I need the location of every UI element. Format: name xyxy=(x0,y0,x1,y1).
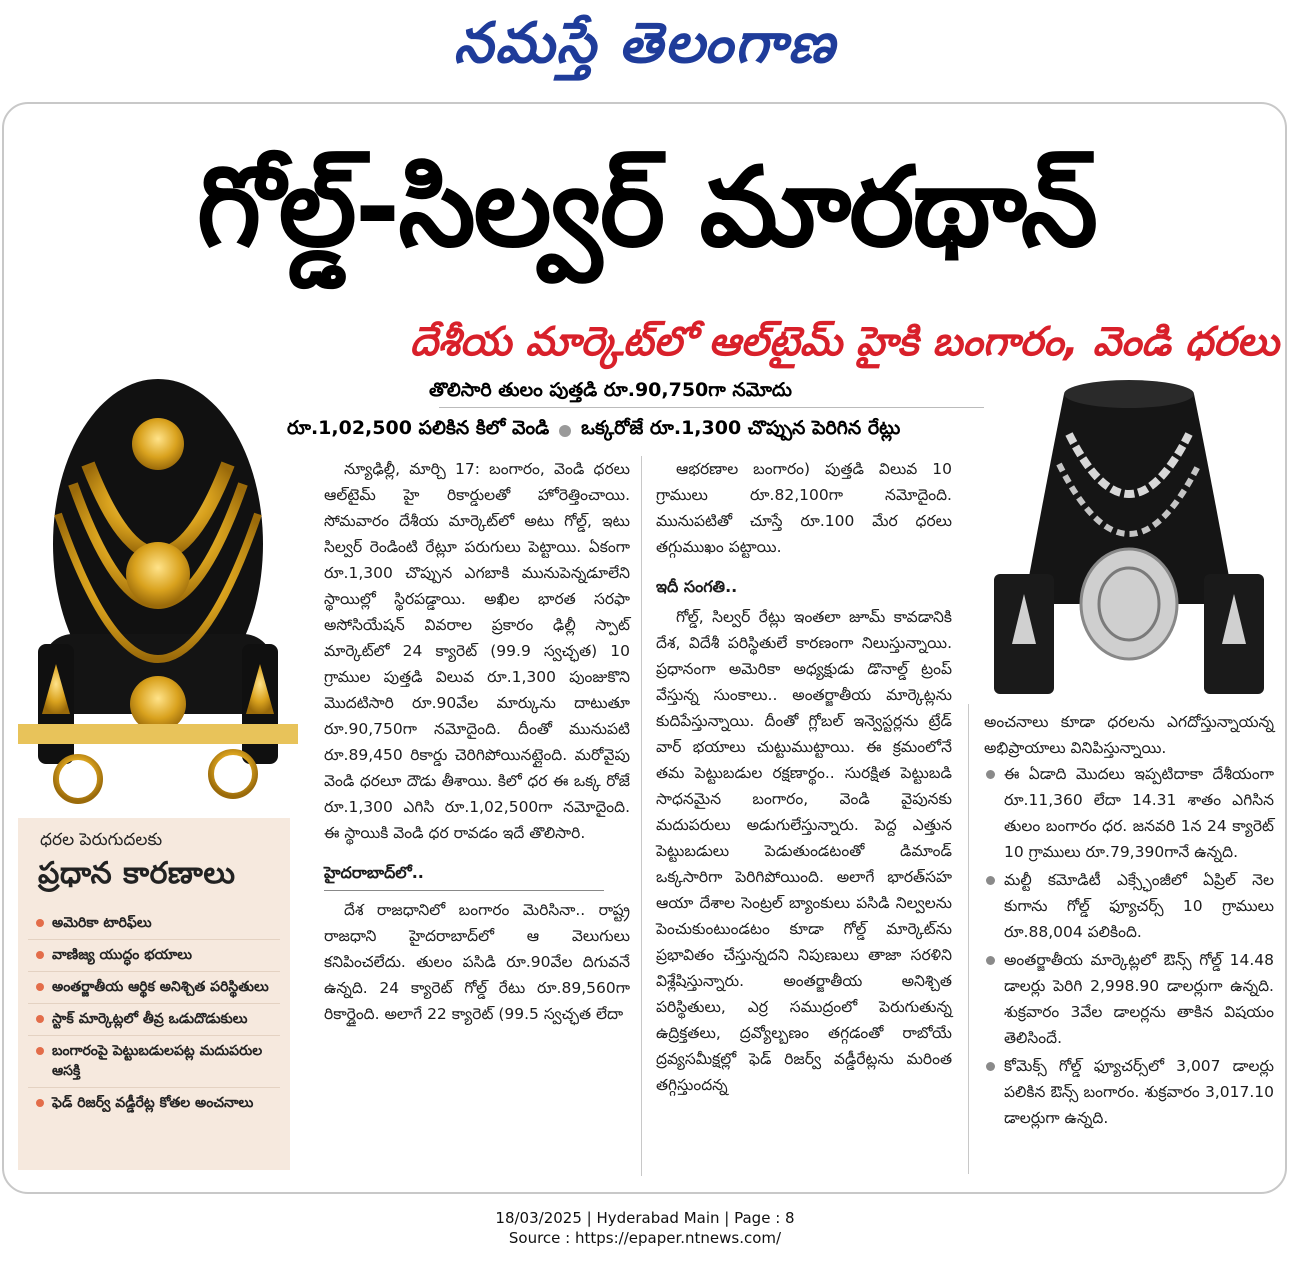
deck-bullet-icon xyxy=(559,425,571,437)
bullet-icon xyxy=(36,1099,44,1107)
subtitle-divider xyxy=(324,890,604,891)
list-item: వాణిజ్య యుద్ధం భయాలు xyxy=(28,939,280,971)
headline-text: గోల్డ్-సిల్వర్ మారథాన్ xyxy=(196,143,1097,271)
body-paragraph: గోల్డ్, సిల్వర్ రేట్లు ఇంతలా జూమ్ కావడానికి దేశ, విదేశీ పరిస్థితులే కారణంగా నిలుస్తున్నాయి. ప్రధానంగా అమెరికా అధ్యక్షుడు డొనాల్డ్ ట్రంప్ వేస్తున్న సుంకాలు.. అంతర్జాతీయ మార్కెట్లను కుదిపేస్తున్నాయి. దీంతో గ్లోబల్ ఇన్వెస్టర్లను ట్రేడ్ వార్ భయాలు చుట్టుముట్టాయి. ఈ క్రమంలోనే తమ పెట్టుబడుల రక్షణార్థం.. సురక్షిత పెట్టుబడి సాధనమైన బంగారం, వెండి వైపునకు మదుపరులు అడుగులేస్తున్నారు. పెద్ద ఎత్తున పెట్టుబడులు పెడుతుండటంతో డిమాండ్ ఒక్కసారిగా పెరిగిపోయింది. అలాగే భారత్‌సహ ఆయా దేశాల సెంట్రల్ బ్యాంకులు పసిడి నిల్వలను పెంచుకుంటుండటం కూడా గోల్డ్ మార్కెట్‌ను ప్రభావితం చేస్తున్నదని నిపుణులు తాజా సరళిని విశ్లేషిస్తున్నారు. అంతర్జాతీయ అనిశ్చిత పరిస్థితులు, ఎర్ర సముద్రంలో పెరుగుతున్న ఉద్రిక్తతలు, ద్రవ్యోల్బణం తగ్గడంతో రాబోయే ద్రవ్యసమీక్షల్లో ఫెడ్ రిజర్వ్ వడ్డీరేట్లను మరింత తగ్గిస్తుందన్న xyxy=(656,608,952,1094)
silver-jewellery-photo xyxy=(984,374,1274,696)
subheadline: దేశీయ మార్కెట్‌లో ఆల్‌టైమ్ హైకి బంగారం, వెండి ధరలు xyxy=(409,319,1279,365)
list-item: కోమెక్స్ గోల్డ్ ఫ్యూచర్స్‌లో 3,007 డాలర్లు పలికిన ఔన్స్ బంగారం. శుక్రవారం 3,017.10 డాలర్లుగా ఉన్నది. xyxy=(984,1053,1274,1131)
kicker-divider xyxy=(439,407,1039,408)
reasons-title: ప్రధాన కారణాలు xyxy=(38,856,236,891)
article-column-1 xyxy=(324,456,630,1027)
bullet-icon xyxy=(36,951,44,959)
gold-jewellery-photo xyxy=(18,344,298,814)
bullet-icon xyxy=(36,983,44,991)
headline xyxy=(4,112,1287,302)
list-item: ఈ ఏడాది మొదలు ఇప్పటిదాకా దేశీయంగా రూ.11,360 లేదా 14.31 శాతం ఎగిసిన తులం బంగారం ధర. జనవరి 1న 24 క్యారెట్ 10 గ్రాములు రూ.79,390గానే ఉన్నది. xyxy=(984,761,1274,865)
list-item: మల్టీ కమోడిటీ ఎక్స్ఛేంజీలో ఏప్రిల్ నెల కుగాను గోల్డ్ ఫ్యూచర్స్ 10 గ్రాములు రూ.88,004 పలికింది. xyxy=(984,867,1274,945)
reasons-sidebar xyxy=(18,818,290,1170)
bullet-icon xyxy=(986,770,995,779)
footer-source-line: Source : https://epaper.ntnews.com/ xyxy=(508,1229,782,1247)
article-column-3 xyxy=(984,709,1274,1133)
bullet-icon xyxy=(986,1062,995,1071)
list-item: ఫెడ్ రిజర్వ్ వడ్డీరేట్ల కోతల అంచనాలు xyxy=(28,1087,280,1119)
list-item: బంగారంపై పెట్టుబడులపట్ల మదుపరుల ఆసక్తి xyxy=(28,1035,280,1087)
deck-right: ఒక్కరోజే రూ.1,300 చొప్పున పెరిగిన రేట్లు xyxy=(581,417,901,439)
body-paragraph: న్యూఢిల్లీ, మార్చి 17: బంగారం, వెండి ధరలు ఆల్‌టైమ్ హై రికార్డులతో హోరెత్తించాయి. సోమవారం దేశీయ మార్కెట్‌లో అటు గోల్డ్, ఇటు సిల్వర్ రెండింటి రేట్లూ పరుగులు పెట్టాయి. ఏకంగా రూ.1,300 చొప్పున ఎగబాకి మునుపెన్నడూలేని స్థాయిల్లో స్థిరపడ్డాయి. అఖిల భారత సరఫా అసోసియేషన్ వివరాల ప్రకారం ఢిల్లీ స్పాట్ మార్కెట్‌లో 24 క్యారెట్ (99.9 స్వచ్ఛత) 10 గ్రాముల పుత్తడి విలువ రూ.1,300 పుంజుకొని మొదటిసారి రూ.90వేల మార్కును దాటుతూ రూ.90,750గా నమోదైంది. దీంతో మునుపటి రూ.89,450 రికార్డు చెరిగిపోయినట్లైంది. మరోవైపు వెండి ధరలూ దౌడు తీశాయి. కిలో ధర ఈ ఒక్క రోజే రూ.1,300 ఎగిసి రూ.1,02,500గా నమోదైంది. ఈ స్థాయికి వెండి ధర రావడం ఇదే తొలిసారి. xyxy=(324,460,630,842)
bullet-icon xyxy=(36,1015,44,1023)
body-paragraph: దేశ రాజధానిలో బంగారం మెరిసినా.. రాష్ట్ర రాజధాని హైదరాబాద్‌లో ఆ వెలుగులు కనిపించలేదు. తులం పసిడి రూ.90వేల దిగువనే ఉన్నది. 24 క్యారెట్ గోల్డ్ రేటు రూ.89,560గా రికార్డైంది. అలాగే 22 క్యారెట్ (99.5 స్వచ్ఛత లేదా xyxy=(324,901,630,1023)
reasons-kicker: ధరల పెరుగుదలకు xyxy=(40,830,163,850)
body-paragraph: అంచనాలు కూడా ధరలను ఎగదోస్తున్నాయన్న అభిప్రాయాలు వినిపిస్తున్నాయి. xyxy=(984,713,1274,757)
list-item: అమెరికా టారిఫ్‌లు xyxy=(28,908,280,939)
bullet-icon xyxy=(986,956,995,965)
deck xyxy=(287,417,1047,444)
section-subtitle-context: ఇదీ సంగతి.. xyxy=(656,577,738,596)
footer xyxy=(0,1208,1290,1248)
footer-date-line: 18/03/2025 | Hyderabad Main | Page : 8 xyxy=(495,1209,795,1227)
list-item: స్టాక్ మార్కెట్లలో తీవ్ర ఒడుదొడుకులు xyxy=(28,1003,280,1035)
bullet-icon xyxy=(986,876,995,885)
deck-left: రూ.1,02,500 పలికిన కిలో వెండి xyxy=(287,417,550,439)
facts-list xyxy=(984,761,1274,1131)
list-item: అంతర్జాతీయ మార్కెట్లలో ఔన్స్ గోల్డ్ 14.48 డాలర్లు పెరిగి 2,998.90 డాలర్లుగా ఉన్నది. శుక్రవారం 3వేల డాలర్లను తాకిన విషయం తెలిసిందే. xyxy=(984,947,1274,1051)
article-column-2 xyxy=(656,456,952,1098)
reasons-list xyxy=(28,908,280,1119)
newspaper-logo: నమస్తే తెలంగాణ xyxy=(453,10,837,76)
section-subtitle-hyderabad: హైదరాబాద్‌లో.. xyxy=(324,863,424,882)
kicker: తొలిసారి తులం పుత్తడి రూ.90,750గా నమోదు xyxy=(429,379,792,401)
body-paragraph: ఆభరణాల బంగారం) పుత్తడి విలువ 10 గ్రాములు రూ.82,100గా నమోదైంది. మునుపటితో చూస్తే రూ.100 మేర ధరలు తగ్గుముఖం పట్టాయి. xyxy=(656,460,952,556)
column-divider xyxy=(968,704,969,1174)
bullet-icon xyxy=(36,919,44,927)
bullet-icon xyxy=(36,1047,44,1055)
article-frame xyxy=(2,102,1287,1194)
column-divider xyxy=(641,456,642,1176)
masthead xyxy=(0,0,1290,100)
list-item: అంతర్జాతీయ ఆర్థిక అనిశ్చిత పరిస్థితులు xyxy=(28,971,280,1003)
